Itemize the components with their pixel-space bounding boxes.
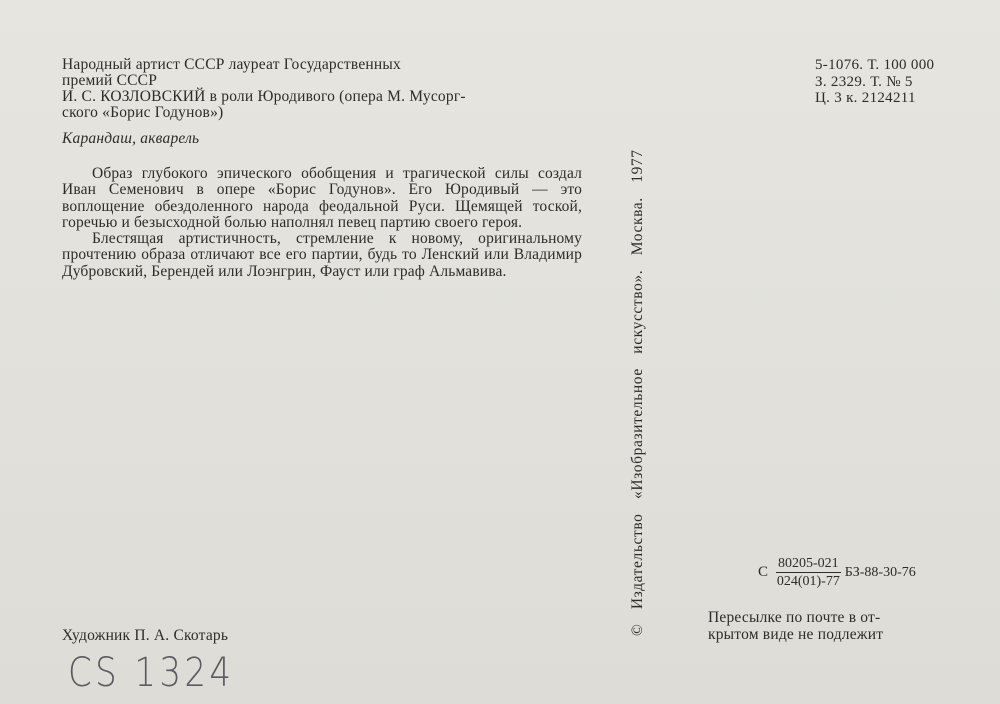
postal-note-line-1: Пересылке по почте в от- [708,609,881,626]
catalog-fraction [776,556,841,589]
publisher-imprint: © Издательство «Изобразительное искусство». Москва. 1977 [629,149,646,636]
print-code-3: Ц. 3 к. 2124211 [815,90,916,106]
catalog-numerator: 80205-021 [778,556,839,571]
description-text [62,166,582,280]
artist-credit: Художник П. А. Скотарь [62,627,229,644]
title-line-1: Народный артист СССР лауреат Государственных [62,56,401,73]
title-line-3: И. С. КОЗЛОВСКИЙ в роли Юродивого (опера М. Мусорг- [62,88,466,105]
postal-note [708,610,958,643]
print-codes [815,57,934,107]
handwritten-inventory-number: CS 1324 [68,650,235,696]
medium-caption: Карандаш, акварель [62,130,200,147]
description-paragraph-1: Образ глубокого эпического обобщения и трагической силы создал Иван Семенович в опере «Борис Годунов». Его Юродивый — это воплощение обездоленного народа феодальной Руси. Щемящей тоской, горечью и безысходной болью наполнял певец партию своего героя. [62,165,582,231]
catalog-letter: С [758,564,769,580]
caption-header [62,57,592,147]
catalog-code: БЗ-88-30-76 [844,564,916,580]
postal-note-line-2: крытом виде не подлежит [708,625,884,643]
catalog-index [758,556,916,589]
print-code-2: З. 2329. Т. № 5 [815,73,913,90]
title-line-4: ского «Борис Годунов») [62,104,224,121]
description-paragraph-2: Блестящая артистичность, стремление к новому, оригинальному прочтению образа отличают все его партии, будь то Ленский или Владимир Дубровский, Берендей или Лоэнгрин, Фауст или граф Альмавива. [62,230,582,280]
catalog-denominator: 024(01)-77 [776,574,840,589]
title-line-2: премий СССР [62,72,158,89]
print-code-1: 5-1076. Т. 100 000 [815,57,935,73]
